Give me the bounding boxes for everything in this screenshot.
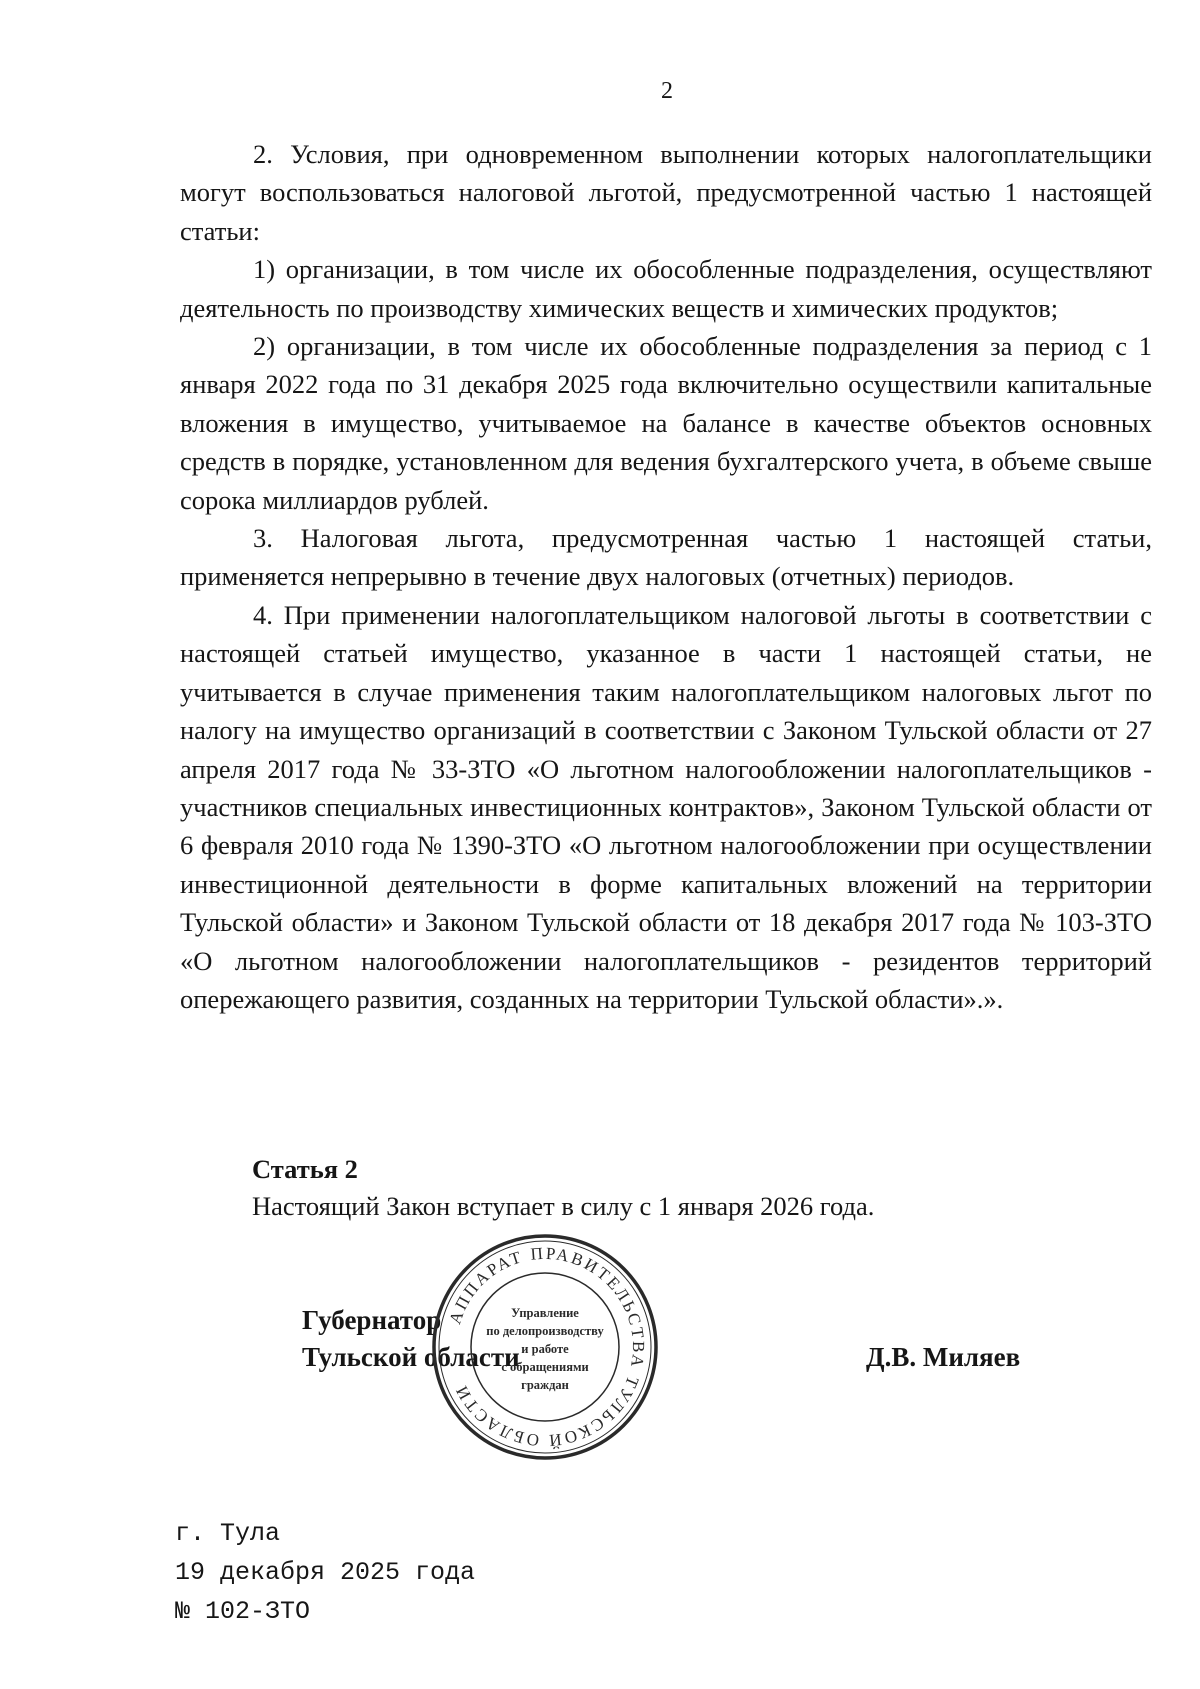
law-body-text (180, 135, 1152, 1018)
colophon-city: г. Тула (175, 1519, 281, 1548)
colophon-number: № 102-ЗТО (175, 1597, 311, 1626)
stamp-center-line-3: и работе (521, 1342, 569, 1356)
signature-title-line-1: Губернатор (302, 1305, 442, 1335)
paragraph-part-3: 3. Налоговая льгота, предусмотренная частью 1 настоящей статьи, применяется непрерывно в течение двух налоговых (отчетных) периодов. (180, 523, 1152, 592)
article-2-text: Настоящий Закон вступает в силу с 1 января 2026 года. (252, 1191, 875, 1221)
page-number: 2 (661, 78, 673, 104)
paragraph-part-4: 4. При применении налогоплательщиком налоговой льготы в соответствии с настоящей статьей имущество, указанное в части 1 настоящей статьи, не учитывается в случае применения таким налогоплательщиком налоговых льгот по налогу на имущество организаций в соответствии с Законом Тульской области от 27 апреля 2017 года № 33-ЗТО «О льготном налогообложении налогоплательщиков - участников специальных инвестиционных контрактов», Законом Тульской области от 6 февраля 2010 года № 1390-ЗТО «О льготном налогообложении при осуществлении инвестиционной деятельности в форме капитальных вложений на территории Тульской области» и Законом Тульской области от 18 декабря 2017 года № 103-ЗТО «О льготном налогообложении налогоплательщиков - резидентов территорий опережающего развития, созданных на территории Тульской области».». (180, 599, 1152, 1014)
stamp-center-line-4: с обращениями (501, 1360, 589, 1374)
stamp-ring-text: АППАРАТ ПРАВИТЕЛЬСТВА ТУЛЬСКОЙ ОБЛАСТИ (445, 1243, 649, 1451)
stamp-center-line-5: граждан (521, 1378, 569, 1392)
stamp-center-line-2: по делопроизводству (486, 1324, 604, 1338)
paragraph-condition-2: 2) организации, в том числе их обособленные подразделения за период с 1 января 2022 года по 31 декабря 2025 года включительно осуществили капитальные вложения в имущество, учитываемое на балансе в качестве объектов основных средств в порядке, установленном для ведения бухгалтерского учета, в объеме свыше сорока миллиардов рублей. (180, 331, 1152, 515)
paragraph-condition-1: 1) организации, в том числе их обособленные подразделения, осуществляют деятельность по производству химических веществ и химических продуктов; (180, 254, 1152, 323)
article-2-heading: Статья 2 (252, 1154, 358, 1184)
signatory-name: Д.В. Миляев (866, 1342, 1021, 1372)
signature-title-line-2: Тульской области (302, 1342, 520, 1372)
official-stamp (431, 1233, 659, 1461)
paragraph-conditions: 2. Условия, при одновременном выполнении которых налогоплательщики могут воспользоваться налоговой льготой, предусмотренной частью 1 настоящей статьи: (180, 139, 1152, 246)
stamp-center-line-1: Управление (511, 1306, 579, 1320)
colophon (175, 1514, 475, 1631)
colophon-date: 19 декабря 2025 года (175, 1558, 476, 1587)
